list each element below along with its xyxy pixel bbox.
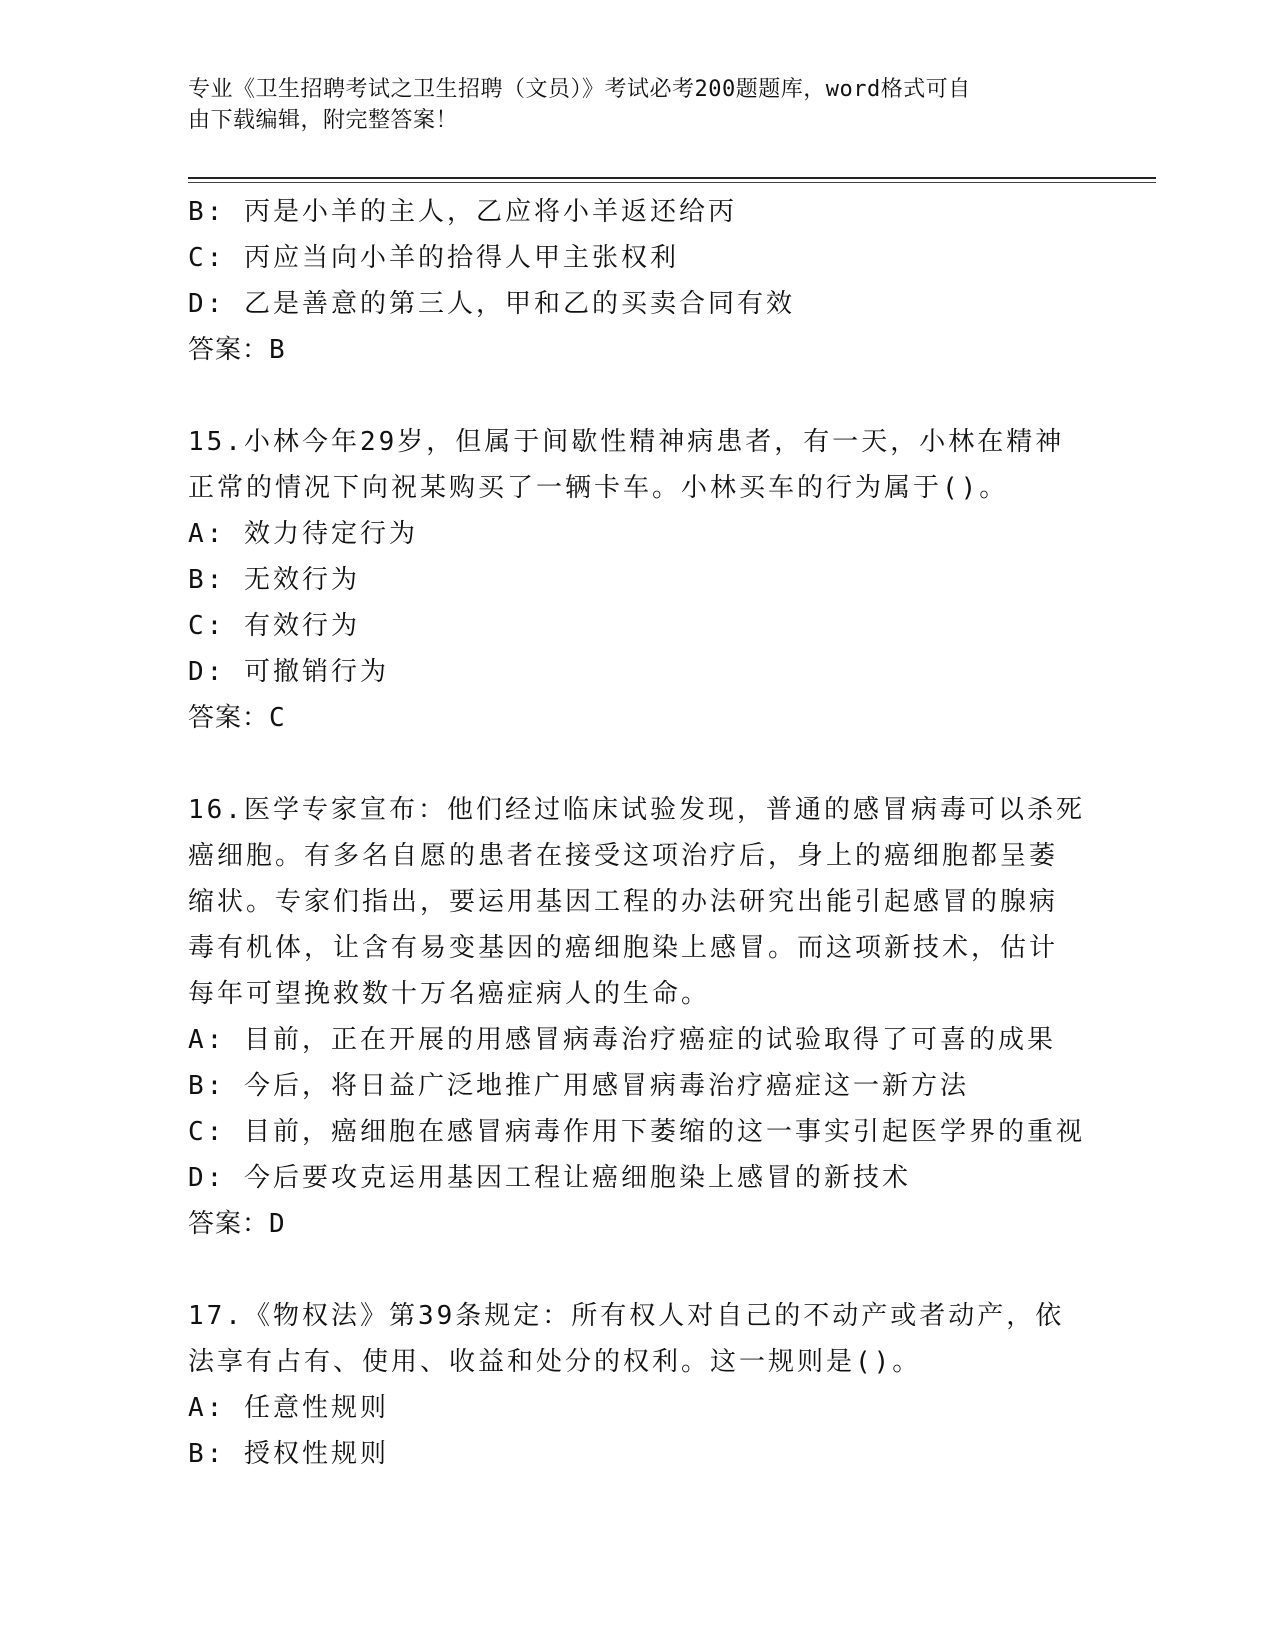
spacer: [188, 373, 1088, 419]
option-b: B: 无效行为: [188, 565, 360, 595]
question-14: [188, 189, 1088, 373]
option-b: B: 丙是小羊的主人，乙应将小羊返还给丙: [188, 197, 737, 227]
question-stem: 毒有机体，让含有易变基因的癌细胞染上感冒。而这项新技术，估计: [188, 933, 1059, 963]
option-c: C: 丙应当向小羊的拾得人甲主张权利: [188, 243, 679, 273]
question-stem: 15.小林今年29岁，但属于间歇性精神病患者，有一天，小林在精神: [188, 427, 1065, 457]
question-list: [188, 189, 1088, 1477]
option-c: C: 有效行为: [188, 611, 360, 641]
answer: 答案：B: [188, 335, 286, 365]
option-a: A: 任意性规则: [188, 1393, 389, 1423]
header-divider-thin: [188, 182, 1156, 183]
option-d: D: 今后要攻克运用基因工程让癌细胞染上感冒的新技术: [188, 1163, 911, 1193]
question-stem: 缩状。专家们指出，要运用基因工程的办法研究出能引起感冒的腺病: [188, 887, 1059, 917]
question-stem: 癌细胞。有多名自愿的患者在接受这项治疗后，身上的癌细胞都呈萎: [188, 841, 1059, 871]
header-line-1: 专业《卫生招聘考试之卫生招聘（文员）》考试必考200题题库，word格式可自: [188, 77, 971, 102]
option-a: A: 效力待定行为: [188, 519, 418, 549]
option-a: A: 目前，正在开展的用感冒病毒治疗癌症的试验取得了可喜的成果: [188, 1025, 1056, 1055]
question-15: [188, 419, 1088, 741]
spacer: [188, 741, 1088, 787]
header-line-2: 由下载编辑，附完整答案！: [188, 108, 459, 133]
spacer: [188, 1247, 1088, 1293]
question-16: [188, 787, 1088, 1247]
question-stem: 17.《物权法》第39条规定：所有权人对自己的不动产或者动产，依: [188, 1301, 1065, 1331]
question-17: [188, 1293, 1088, 1477]
option-b: B: 授权性规则: [188, 1439, 389, 1469]
option-b: B: 今后，将日益广泛地推广用感冒病毒治疗癌症这一新方法: [188, 1071, 969, 1101]
question-stem: 每年可望挽救数十万名癌症病人的生命。: [188, 979, 711, 1009]
answer: 答案：D: [188, 1209, 286, 1239]
header-divider: [188, 177, 1156, 179]
option-d: D: 可撤销行为: [188, 657, 389, 687]
question-stem: 法享有占有、使用、收益和处分的权利。这一规则是()。: [188, 1347, 922, 1377]
option-c: C: 目前，癌细胞在感冒病毒作用下萎缩的这一事实引起医学界的重视: [188, 1117, 1085, 1147]
document-header: [188, 74, 1068, 136]
option-d: D: 乙是善意的第三人，甲和乙的买卖合同有效: [188, 289, 795, 319]
answer: 答案：C: [188, 703, 286, 733]
question-stem: 正常的情况下向祝某购买了一辆卡车。小林买车的行为属于()。: [188, 473, 1009, 503]
question-stem: 16.医学专家宣布：他们经过临床试验发现，普通的感冒病毒可以杀死: [188, 795, 1085, 825]
